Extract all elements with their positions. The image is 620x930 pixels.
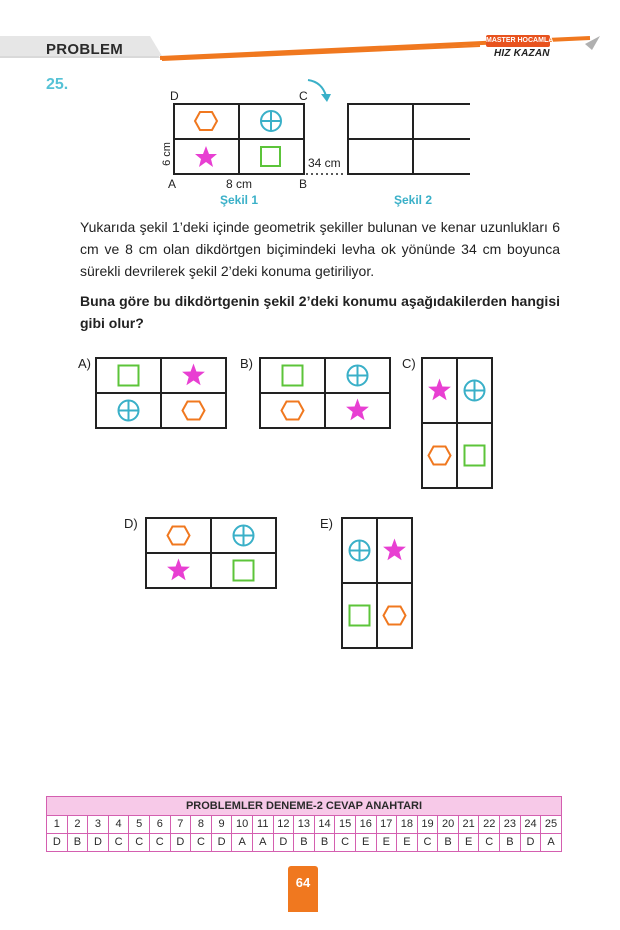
answer-key-answer: B	[67, 834, 88, 851]
answer-key-number: 16	[355, 816, 376, 833]
circle-plus-icon	[119, 401, 139, 421]
option-d-rectangle[interactable]	[144, 516, 278, 590]
question-number: 25.	[46, 76, 69, 93]
option-label: C)	[402, 356, 416, 371]
answer-key-number: 4	[108, 816, 129, 833]
corner-b: B	[299, 177, 308, 191]
answer-key-answer: A	[540, 834, 561, 851]
answer-key-answer: C	[334, 834, 355, 851]
answer-key-answer: D	[47, 834, 67, 851]
option-label: A)	[78, 356, 91, 371]
answer-key-answer: C	[190, 834, 211, 851]
answer-key-number: 13	[293, 816, 314, 833]
option-b-rectangle[interactable]	[258, 356, 392, 430]
brand-slogan: HIZ KAZAN	[494, 48, 550, 59]
answer-key-answer: B	[499, 834, 520, 851]
answer-key-answer: C	[417, 834, 438, 851]
circle-plus-icon	[465, 381, 485, 401]
section-title: PROBLEM	[46, 41, 124, 58]
answer-key-number: 7	[170, 816, 191, 833]
height-label: 6 cm	[161, 142, 173, 166]
answer-key-number: 23	[499, 816, 520, 833]
answer-key-answer: E	[458, 834, 479, 851]
answer-key-number: 18	[396, 816, 417, 833]
answer-key-answer: C	[128, 834, 149, 851]
sekil-2-rectangle	[348, 104, 470, 174]
answer-key-answer: B	[437, 834, 458, 851]
corner-c: C	[299, 89, 308, 103]
answer-key-answer: C	[108, 834, 129, 851]
caption-sekil-2: Şekil 2	[393, 193, 433, 207]
answer-key-number: 10	[231, 816, 252, 833]
width-label: 8 cm	[225, 177, 253, 191]
question-prompt: Buna göre bu dikdörtgenin şekil 2’deki konumu aşağıdakilerden hangisi gibi olur?	[80, 293, 560, 331]
answer-key-number: 6	[149, 816, 170, 833]
answer-key-number: 15	[334, 816, 355, 833]
answer-key-number: 20	[437, 816, 458, 833]
question-paragraph: Yukarıda şekil 1’deki içinde geometrik şekiller bulunan ve kenar uzunlukları 6 cm ve 8 cm olan dikdörtgen biçimindeki levha ok yönünde 34 cm boyunca sürekli devrilerek şekil 2’deki konuma getiriliyor.	[80, 219, 560, 279]
answer-key-title: PROBLEMLER DENEME-2 CEVAP ANAHTARI	[47, 797, 561, 816]
answer-key-answer: B	[314, 834, 335, 851]
answer-key-number: 17	[376, 816, 397, 833]
answer-key-answer: D	[87, 834, 108, 851]
option-label: E)	[320, 516, 333, 531]
answer-key-answer: D	[273, 834, 294, 851]
answer-key-answer: D	[170, 834, 191, 851]
answer-key-number: 14	[314, 816, 335, 833]
answer-key-number: 19	[417, 816, 438, 833]
answer-key-answer: D	[211, 834, 232, 851]
corner-a: A	[168, 177, 177, 191]
answer-key-answer: C	[149, 834, 170, 851]
sekil-1-rectangle	[174, 104, 304, 174]
corner-d: D	[170, 89, 179, 103]
answer-key-number: 5	[128, 816, 149, 833]
answer-key-number: 3	[87, 816, 108, 833]
page-header	[0, 0, 620, 70]
answer-key-number: 8	[190, 816, 211, 833]
answer-key-number: 25	[540, 816, 561, 833]
answer-key-number: 2	[67, 816, 88, 833]
answer-key-answer: B	[293, 834, 314, 851]
circle-plus-icon	[261, 111, 281, 131]
answer-key-answer: D	[520, 834, 541, 851]
answer-key-answer: A	[231, 834, 252, 851]
answer-key-answer: E	[396, 834, 417, 851]
answer-key-number: 21	[458, 816, 479, 833]
caption-sekil-1: Şekil 1	[219, 193, 259, 207]
option-a-rectangle[interactable]	[94, 356, 228, 430]
option-label: B)	[240, 356, 253, 371]
brand-badge: MASTER HOCAMLA	[486, 35, 550, 47]
answer-key-answer: E	[355, 834, 376, 851]
answer-key-answer: C	[478, 834, 499, 851]
circle-plus-icon	[348, 366, 368, 386]
answer-key-number: 9	[211, 816, 232, 833]
answer-key-number: 22	[478, 816, 499, 833]
distance-label: 34 cm	[308, 156, 341, 170]
answer-key-answer: A	[252, 834, 273, 851]
rotation-arrow-icon	[308, 80, 326, 96]
answer-key-number-row	[47, 816, 561, 833]
option-c-rectangle[interactable]	[420, 356, 494, 490]
answer-key-number: 1	[47, 816, 67, 833]
answer-key-number: 24	[520, 816, 541, 833]
answer-key-answer-row	[47, 833, 561, 851]
answer-key-table	[46, 796, 562, 852]
circle-plus-icon	[234, 526, 254, 546]
answer-key-number: 12	[273, 816, 294, 833]
option-label: D)	[124, 516, 138, 531]
question-figure	[150, 74, 470, 214]
option-e-rectangle[interactable]	[340, 516, 414, 650]
circle-plus-icon	[350, 541, 370, 561]
page-number: 64	[288, 866, 318, 912]
answer-key-number: 11	[252, 816, 273, 833]
answer-key-answer: E	[376, 834, 397, 851]
rotation-arrowhead-icon	[321, 94, 331, 102]
